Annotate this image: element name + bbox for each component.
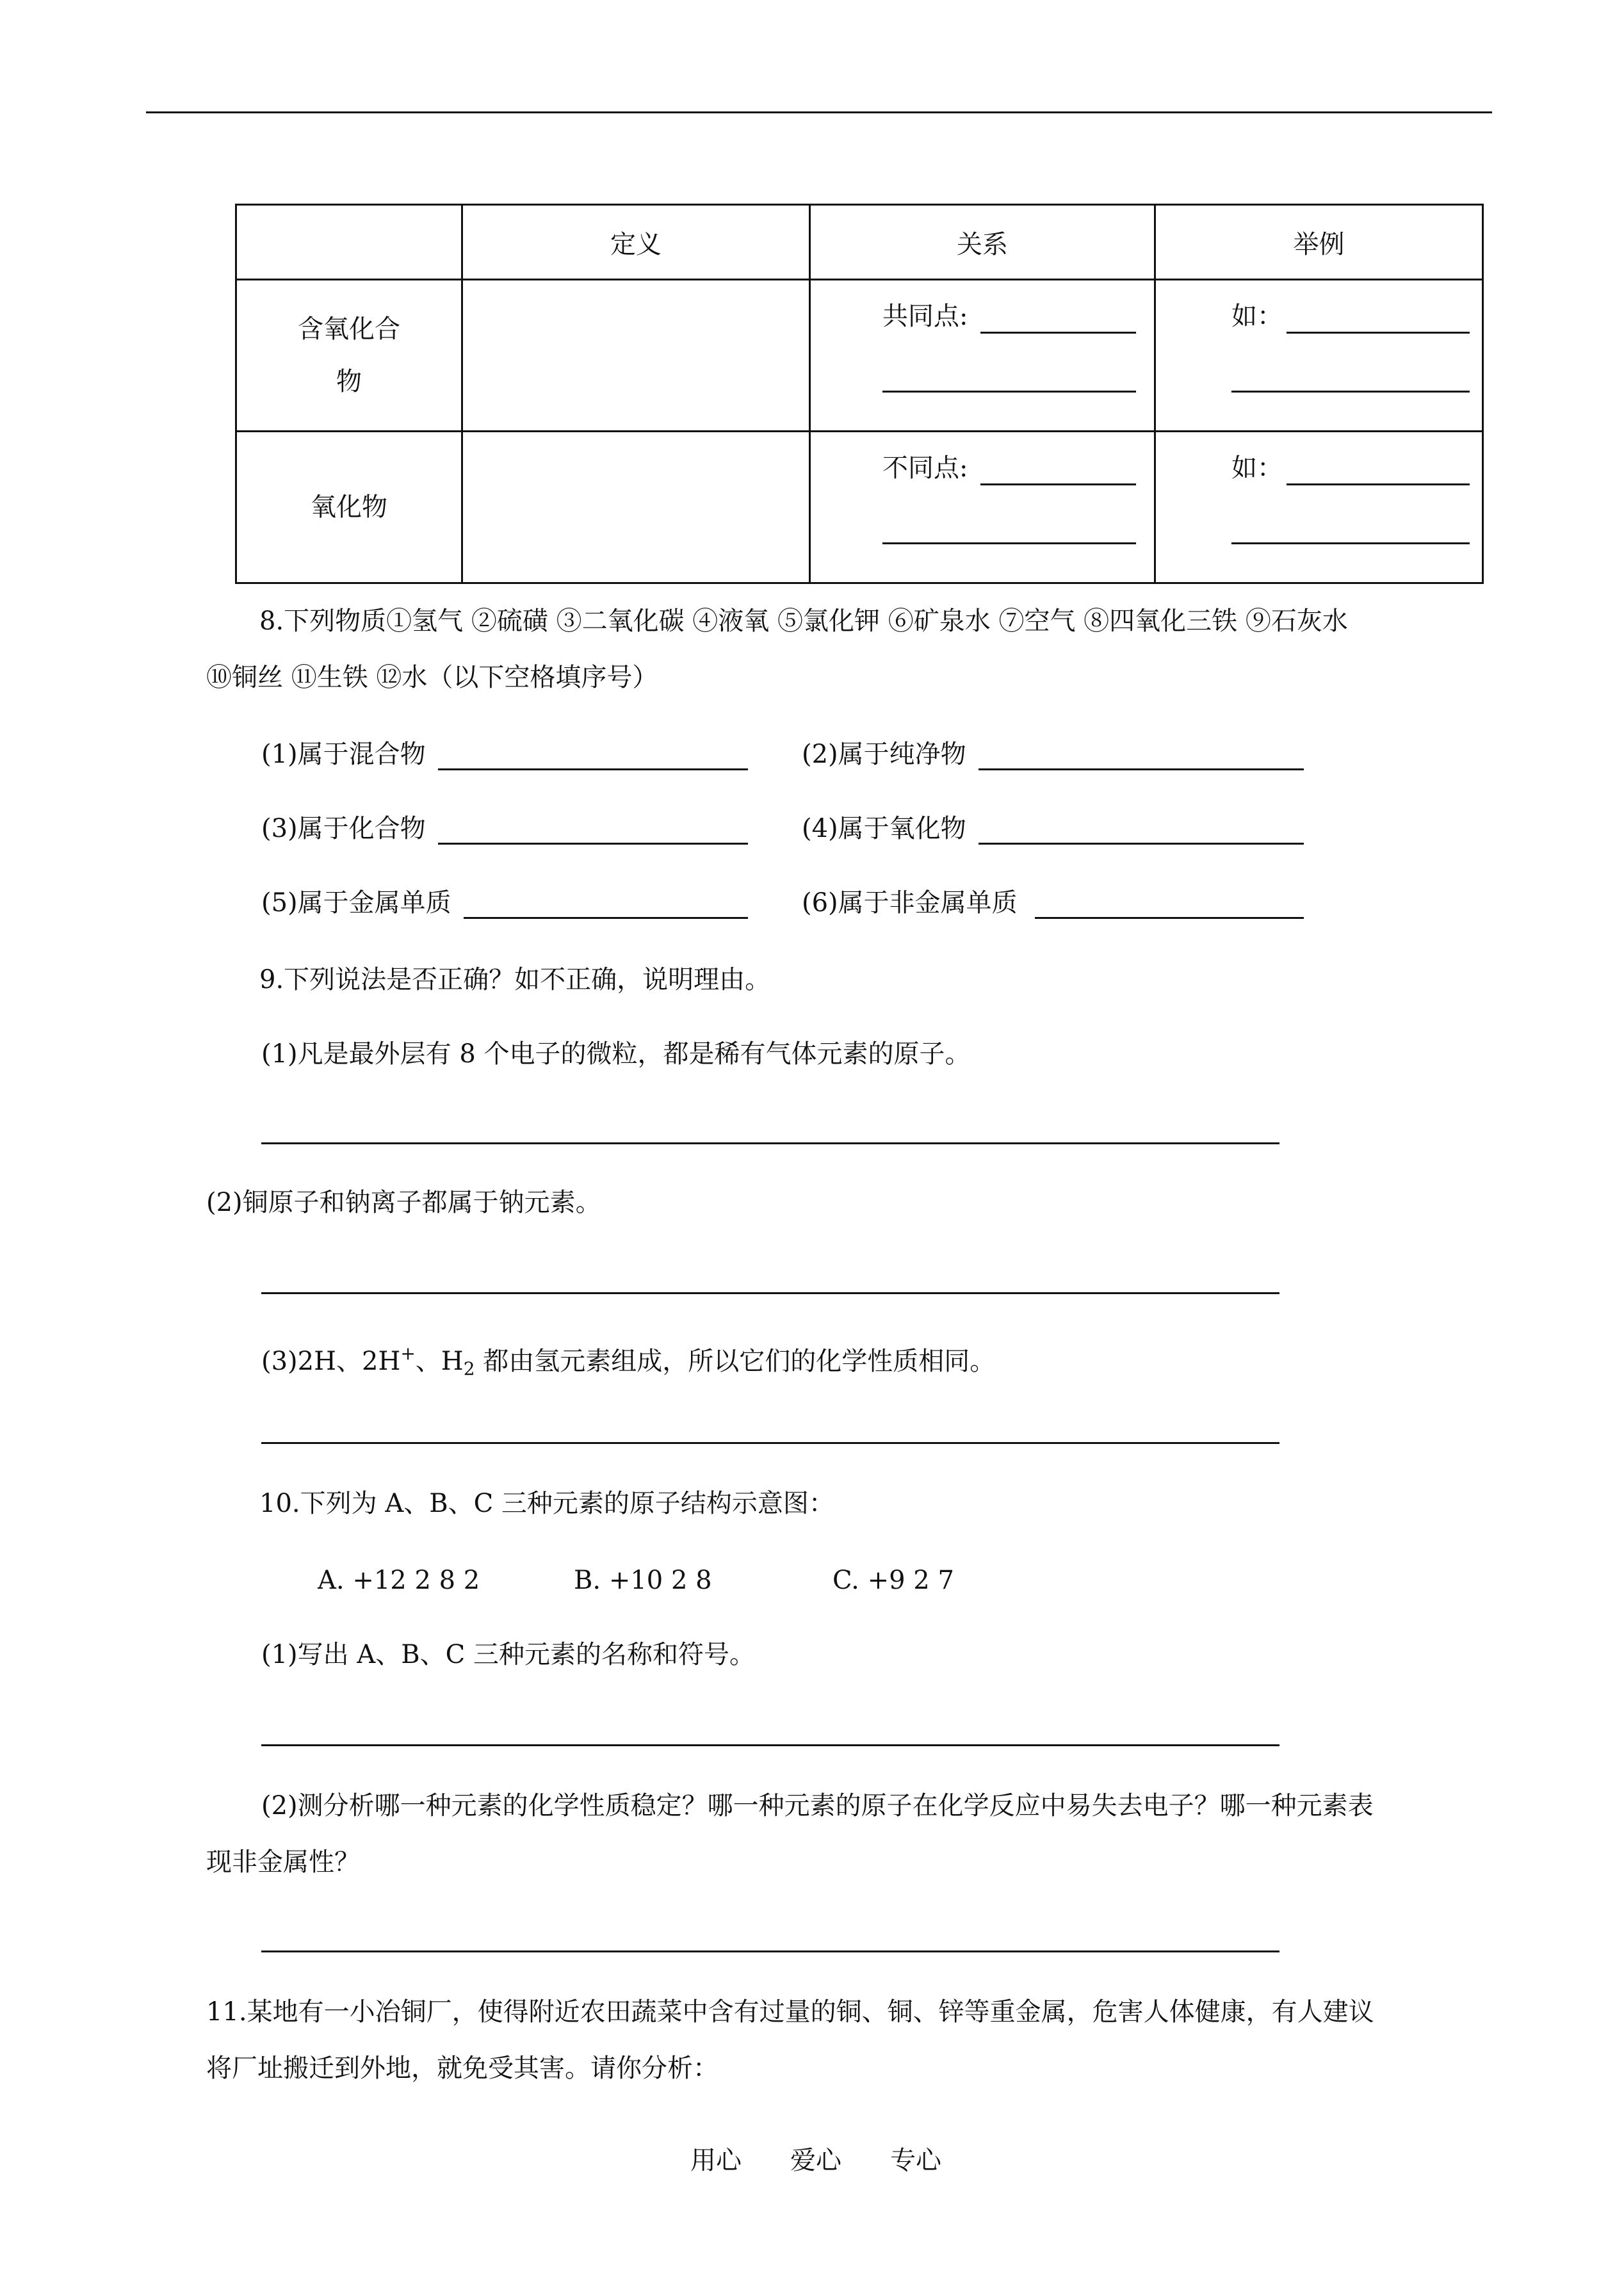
relation-label: 不同点: [882, 453, 968, 483]
q9-s3-part-c: 都由氢元素组成，所以它们的化学性质相同。 [475, 1347, 996, 1376]
answer-blank[interactable] [464, 917, 748, 919]
answer-line[interactable] [261, 1142, 1279, 1144]
q8-item-6: (6)属于非金属单质 [802, 888, 1018, 918]
answer-line[interactable] [261, 1950, 1279, 1952]
header-cell-example: 举例 [1155, 205, 1483, 280]
header-cell-definition: 定义 [462, 205, 810, 280]
q10-sub-1: (1)写出 A、B、C 三种元素的名称和符号。 [261, 1640, 755, 1669]
atom-diagram-c: C. +9 2 7 [832, 1566, 954, 1595]
answer-blank[interactable] [1035, 917, 1304, 919]
example-label: 如： [1231, 302, 1283, 331]
example-cell [1155, 432, 1483, 583]
answer-blank[interactable] [438, 843, 748, 845]
row-label-oxide [236, 432, 462, 583]
answer-blank[interactable] [980, 332, 1136, 334]
row-label-oxygen-compound [236, 280, 462, 432]
atom-diagram-a: A. +12 2 8 2 [318, 1566, 480, 1595]
answer-blank[interactable] [980, 483, 1136, 485]
example-label: 如： [1231, 453, 1283, 483]
q8-item-4: (4)属于氧化物 [802, 814, 966, 843]
relation-cell [810, 432, 1155, 583]
q10-sub-2-line1: (2)测分析哪一种元素的化学性质稳定？哪一种元素的原子在化学反应中易失去电子？哪一种元素表 [261, 1791, 1374, 1821]
q8-item-1: (1)属于混合物 [261, 740, 426, 769]
answer-blank[interactable] [1231, 391, 1470, 393]
row-label-line: 氧化物 [311, 492, 387, 522]
q11-line2: 将厂址搬迁到外地，就免受其害。请你分析： [206, 2054, 719, 2083]
q8-line2: ⑩铜丝 ⑪生铁 ⑫水（以下空格填序号） [206, 663, 658, 692]
q8-line1: 8.下列物质①氢气 ②硫磺 ③二氧化碳 ④液氧 ⑤氯化钾 ⑥矿泉水 ⑦空气 ⑧四氧化三铁 ⑨石灰水 [259, 606, 1348, 636]
q8-item-5: (5)属于金属单质 [261, 888, 451, 918]
q9-statement-1: (1)凡是最外层有 8 个电子的微粒，都是稀有气体元素的原子。 [261, 1039, 971, 1069]
header-cell-relation: 关系 [810, 205, 1155, 280]
answer-blank[interactable] [978, 768, 1304, 770]
q9-s3-part-b: 、H [415, 1347, 464, 1376]
q9-statement-3 [261, 1336, 995, 1387]
q9-s3-superscript: + [400, 1343, 416, 1364]
table-row [236, 432, 1483, 583]
q9-s3-part-a: (3)2H、2H [261, 1347, 401, 1376]
row-label-line: 含氧化合 [298, 314, 400, 344]
definition-cell[interactable] [462, 432, 810, 583]
atom-diagram-b: B. +10 2 8 [574, 1566, 712, 1595]
answer-blank[interactable] [882, 542, 1136, 544]
answer-blank[interactable] [438, 768, 748, 770]
definition-cell[interactable] [462, 280, 810, 432]
relation-label: 共同点: [882, 302, 968, 331]
q9-s3-subscript: 2 [463, 1358, 475, 1379]
header-cell-empty [236, 205, 462, 280]
answer-line[interactable] [261, 1442, 1279, 1444]
q9-title: 9.下列说法是否正确？如不正确，说明理由。 [259, 965, 771, 994]
q11-line1: 11.某地有一小冶铜厂，使得附近农田蔬菜中含有过量的铜、铜、锌等重金属，危害人体健康，有人建议 [206, 1997, 1374, 2027]
answer-blank[interactable] [1231, 542, 1470, 544]
footer-word-3: 专心 [890, 2146, 941, 2175]
q8-item-3: (3)属于化合物 [261, 814, 426, 843]
q10-sub-2-line2: 现非金属性？ [206, 1847, 360, 1877]
q10-title: 10.下列为 A、B、C 三种元素的原子结构示意图： [259, 1489, 834, 1518]
answer-blank[interactable] [1287, 332, 1470, 334]
header-rule [146, 111, 1492, 113]
answer-line[interactable] [261, 1292, 1279, 1294]
q8-item-2: (2)属于纯净物 [802, 740, 966, 769]
answer-blank[interactable] [978, 843, 1304, 845]
table-row [236, 280, 1483, 432]
answer-blank[interactable] [882, 391, 1136, 393]
footer-word-1: 用心 [690, 2146, 742, 2175]
answer-line[interactable] [261, 1744, 1279, 1746]
footer-word-2: 爱心 [790, 2146, 841, 2175]
example-cell [1155, 280, 1483, 432]
answer-blank[interactable] [1287, 483, 1470, 485]
relation-cell [810, 280, 1155, 432]
q9-statement-2: (2)铜原子和钠离子都属于钠元素。 [206, 1188, 601, 1217]
table-header-row [236, 205, 1483, 280]
row-label-line: 物 [336, 367, 362, 396]
comparison-table [235, 204, 1484, 584]
